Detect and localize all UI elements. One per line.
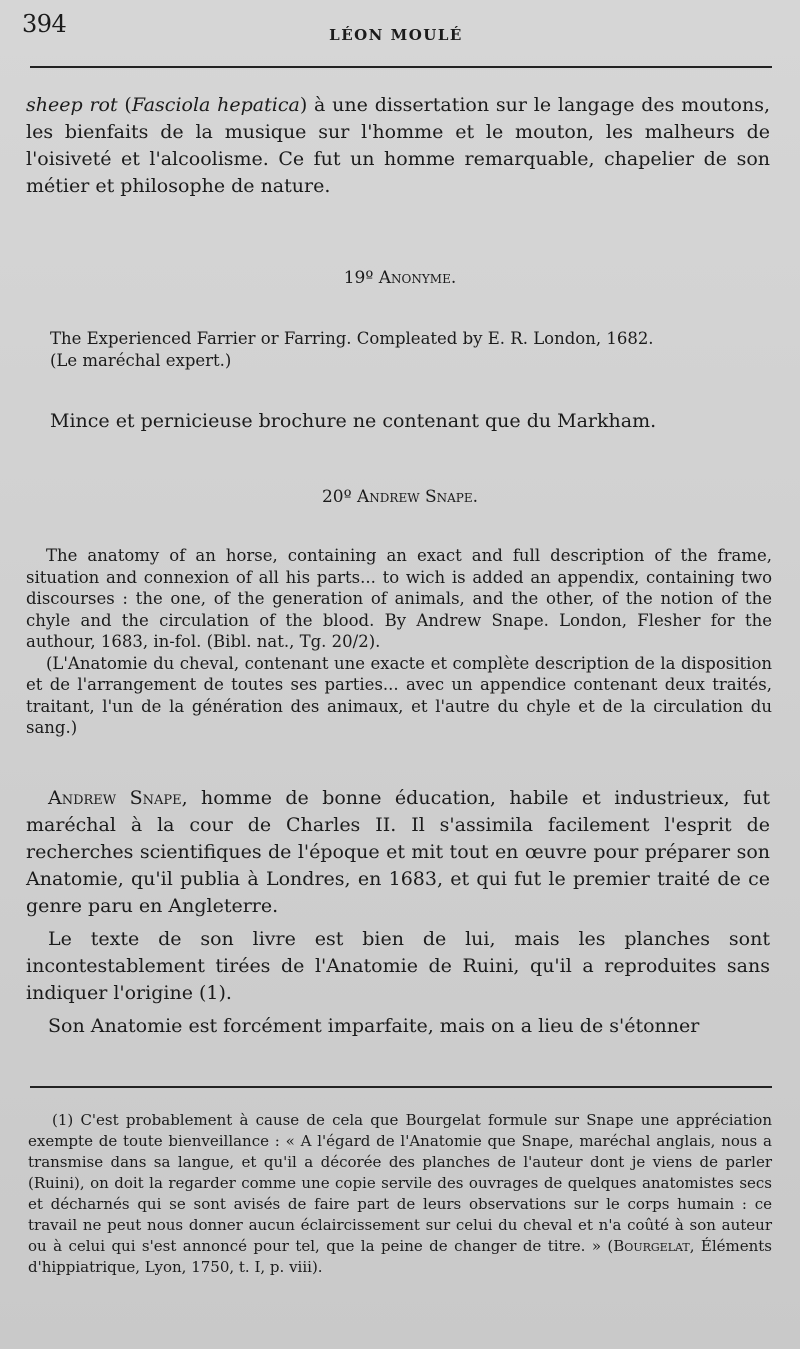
intro-text-body: ) à une dissertation sur le langage des moutons, les bienfaits de la musique sur l'homme et le mouton, les malheurs de l'oisiveté et l'alcoolisme. Ce fut un homme remarquable, chapelier de son métier et philosophe de nature. — [26, 94, 771, 197]
section-20-para-2: Le texte de son livre est bien de lui, mais les planches sont incontestablement tirées de l'Anatomie de Ruini, qu'il a reproduites sans indiquer l'origine (1). — [26, 928, 770, 1004]
section-19-name: Anonyme. — [378, 268, 457, 288]
intro-paragraph — [26, 92, 770, 200]
footnote-text-2: , Éléments d'hippiatrique, Lyon, 1750, t. I, p. viii). — [28, 1237, 772, 1276]
section-20-para-1: Andrew Snape, homme de bonne éducation, habile et industrieux, fut maréchal à la cour de Charles II. Il s'assimila facilement l'esprit de recherches scientifiques de l'époque et mit tout en œuvre pour préparer son Anatomie, qu'il publia à Londres, en 1683, et qui fut le premier traité de ce genre paru en Angleterre. — [26, 787, 771, 917]
footnote-rule — [30, 1086, 772, 1088]
section-20-name: Andrew Snape. — [357, 487, 479, 507]
header-rule — [30, 66, 772, 68]
page-number: 394 — [22, 10, 67, 38]
footnote-text-1: (1) C'est probablement à cause de cela que Bourgelat formule sur Snape une appréciation exempte de toute bienveillance : « A l'égard de l'Anatomie que Snape, maréchal anglais, nous a transmise dans sa langue, et qu'il a décorée des planches de l'auteur dont je viens de parler (Ruini), on doit la regarder comme une copie servile des ouvrages de quelques anatomistes secs et décharnés qui se sont avisés de faire part de leurs observations sur le corps humain : ce travail ne peut nous donner aucun éclaircissement sur celui du cheval et n'a coûté à son auteur ou à celui qui s'est annoncé pour tel, que la peine de changer de titre. » ( — [28, 1111, 772, 1255]
running-title: LÉON MOULÉ — [329, 26, 463, 44]
intro-text-open: ( — [117, 94, 132, 116]
footnote-author: Bourgelat — [613, 1237, 690, 1255]
author-name: Andrew Snape — [48, 787, 182, 809]
running-head — [22, 10, 770, 46]
section-20-title-block — [26, 545, 772, 739]
section-19-comment: Mince et pernicieuse brochure ne contenant que du Markham. — [50, 410, 657, 432]
section-19-heading — [0, 268, 800, 288]
section-20-title: The anatomy of an horse, containing an exact and full description of the frame, situation and connexion of all his parts... to wich is added an appendix, containing two discourses : the one, of the generation of animals, and the other, of the notion of the chyle and the circulation of the blood. By Andrew Snape. London, Flesher for the authour, 1683, in-fol. (Bibl. nat., Tg. 20/2). — [26, 546, 772, 651]
section-19-number: 19º — [343, 268, 374, 288]
intro-italic-sheep-rot: sheep rot — [26, 94, 118, 116]
intro-italic-fasciola: Fasciola hepatica — [131, 94, 300, 116]
section-20-para-3: Son Anatomie est forcément imparfaite, mais on a lieu de s'étonner — [48, 1015, 700, 1037]
section-20-body — [26, 785, 770, 1040]
section-19-title-block — [50, 328, 764, 371]
section-19-translation: (Le maréchal expert.) — [50, 350, 232, 370]
section-20-heading — [0, 487, 800, 507]
footnote — [28, 1110, 772, 1278]
section-19-title: The Experienced Farrier or Farring. Compleated by E. R. London, 1682. — [50, 329, 654, 348]
section-20-translation: (L'Anatomie du cheval, contenant une exacte et complète description de la disposition et de l'arrangement de toutes ses parties... avec un appendice contenant deux traités, traitant, l'un de la génération des animaux, et l'autre du chyle et de la circulation du sang.) — [26, 653, 772, 737]
section-20-number: 20º — [321, 487, 352, 507]
